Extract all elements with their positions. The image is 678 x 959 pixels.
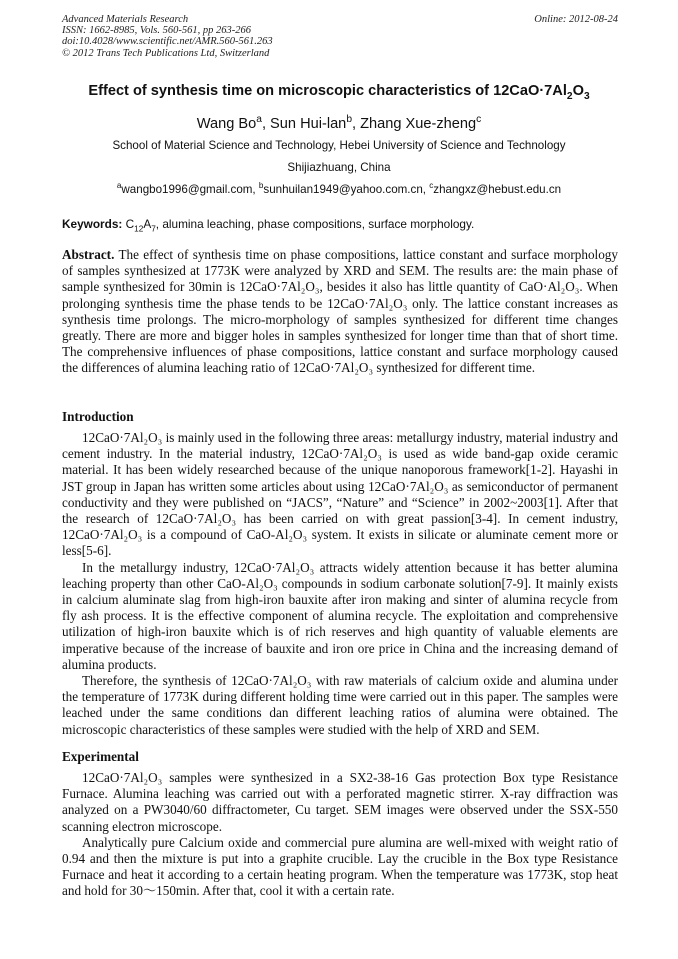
email-link: sunhuilan1949@yahoo.com.cn,: [263, 183, 430, 196]
issn-line: ISSN: 1662-8985, Vols. 560-561, pp 263-266: [62, 25, 251, 37]
section-heading-introduction: Introduction: [62, 409, 134, 424]
copyright-line: © 2012 Trans Tech Publications Ltd, Switzerland: [62, 47, 270, 59]
author-name: Wang Bo: [196, 116, 257, 132]
paragraph: 12CaO·7Al₂O₃ is mainly used in the following three areas: metallurgy industry, material industry and cement industry. In the material industry, 12CaO·7Al₂O₃ is used as wide band-gap oxide ceramic material. It has been widely researched because of the unique nanoporous framework[1-2]. Hayashi in JST group in Japan has written some articles about using 12CaO·7Al₂O₃ as semiconductor of permanent conductivity and they were published on “JACS”, “Nature” and “Science” in 2002~2003[1]. After that the research of 12CaO·7Al₂O₃ has been carried on with great passion[3-4]. In cement industry, 12CaO·7Al₂O₃ is a compound of CaO-Al₂O₃ system. It exists in silicate or aluminate cement more or less[5-6].: [62, 430, 618, 559]
doi-line: doi:10.4028/www.scientific.net/AMR.560-561.263: [62, 36, 273, 48]
author-name: Sun Hui-lan: [270, 116, 347, 132]
section-heading-experimental: Experimental: [62, 749, 139, 764]
journal-header: [62, 14, 618, 59]
abstract-text: The effect of synthesis time on phase compositions, lattice constant and surface morphology of samples synthesized at 1773K were analyzed by XRD and SEM. The results are: the main phase of sample synthesized for 30min is 12CaO·7Al₂O₃, besides it also has little quantity of CaO·Al₂O₃. When prolonging synthesis time the phase tends to be 12CaO·7Al₂O₃ only. The lattice constant increases as synthesis time prolongs. The micro-morphology of samples synthesized for different time changes greatly. There are more and bigger holes in samples synthesized for longer time than that of short time. The comprehensive influences of phase compositions, lattice constant and surface morphology caused the differences of alumina leaching ratio of 12CaO·7Al₂O₃ synthesized for different time.: [62, 247, 618, 376]
keywords: Keywords: $C_{12}A_7$, alumina leaching, phase compositions, surface morphology.: [62, 217, 475, 234]
journal-name: Advanced Materials Research: [62, 14, 189, 25]
paper-title: Effect of synthesis time on microscopic characteristics of $12CaO\cdot 7Al_2O_3$: [88, 83, 590, 102]
author-name: Zhang Xue-zheng: [360, 116, 477, 132]
affiliation-line: School of Material Science and Technology, Hebei University of Science and Technology: [112, 139, 566, 152]
paragraph: Analytically pure Calcium oxide and commercial pure alumina are well-mixed with weight ratio of 0.94 and then the mixture is put into a graphite crucible. Lay the crucible in the Box type Resistance Furnace and heat it according to a certain heating program. When the temperature was 1773K, stop heat and hold for 30～150min. After that, cool it with a certain rate.: [62, 834, 618, 899]
introduction-body: [62, 430, 618, 738]
abstract-label: Abstract.: [62, 247, 115, 262]
experimental-body: [62, 770, 618, 900]
email-link: wangbo1996@gmail.com,: [121, 183, 259, 196]
email-link: zhangxz@hebust.edu.cn: [433, 183, 562, 196]
abstract: [62, 247, 618, 377]
paragraph: Therefore, the synthesis of 12CaO·7Al₂O₃ with raw materials of calcium oxide and alumina under the temperature of 1773K during different holding time were carried out in this paper. The samples were leached under the same conditions dan different leaching ratios of alumina were obtained. The microscopic characteristics of these samples were studied with the help of XRD and SEM.: [62, 673, 618, 737]
affiliation-city: Shijiazhuang, China: [287, 161, 391, 174]
author-emails: $^a$wangbo1996@gmail.com, $^b$sunhuilan1949@yahoo.com.cn, $^c$zhangxz@hebust.edu.cn: [116, 181, 562, 196]
online-date: Online: 2012-08-24: [534, 14, 618, 25]
paragraph: In the metallurgy industry, 12CaO·7Al₂O₃ attracts widely attention because it has better alumina leaching property than other CaO-Al₂O₃ compounds in sodium carbonate solution[7-9]. It mainly exists in calcium aluminate slag from high-iron bauxite after iron making and sinter of alumina recycle from fly ash process. It is the effective component of alumina recycle. The exploitation and comprehensive utilization of high-iron bauxite which is of rich reserves and high quantity of valuable elements are imperative because of the increase of bauxite and iron ore price in China and the increasing demand of alumina products.: [62, 559, 618, 672]
paragraph: 12CaO·7Al₂O₃ samples were synthesized in a SX2-38-16 Gas protection Box type Resistance Furnace. Alumina leaching was carried out with a perforated magnetic stirrer. X-ray diffraction was analyzed on a PW3040/60 diffractometer, Cu target. SEM images were observed under the SSX-550 scanning electron microscope.: [62, 770, 618, 834]
author-list: Wang Bo$^a$, Sun Hui-lan$^b$, Zhang Xue-zheng$^c$: [196, 114, 482, 132]
keywords-label: Keywords:: [62, 217, 123, 231]
